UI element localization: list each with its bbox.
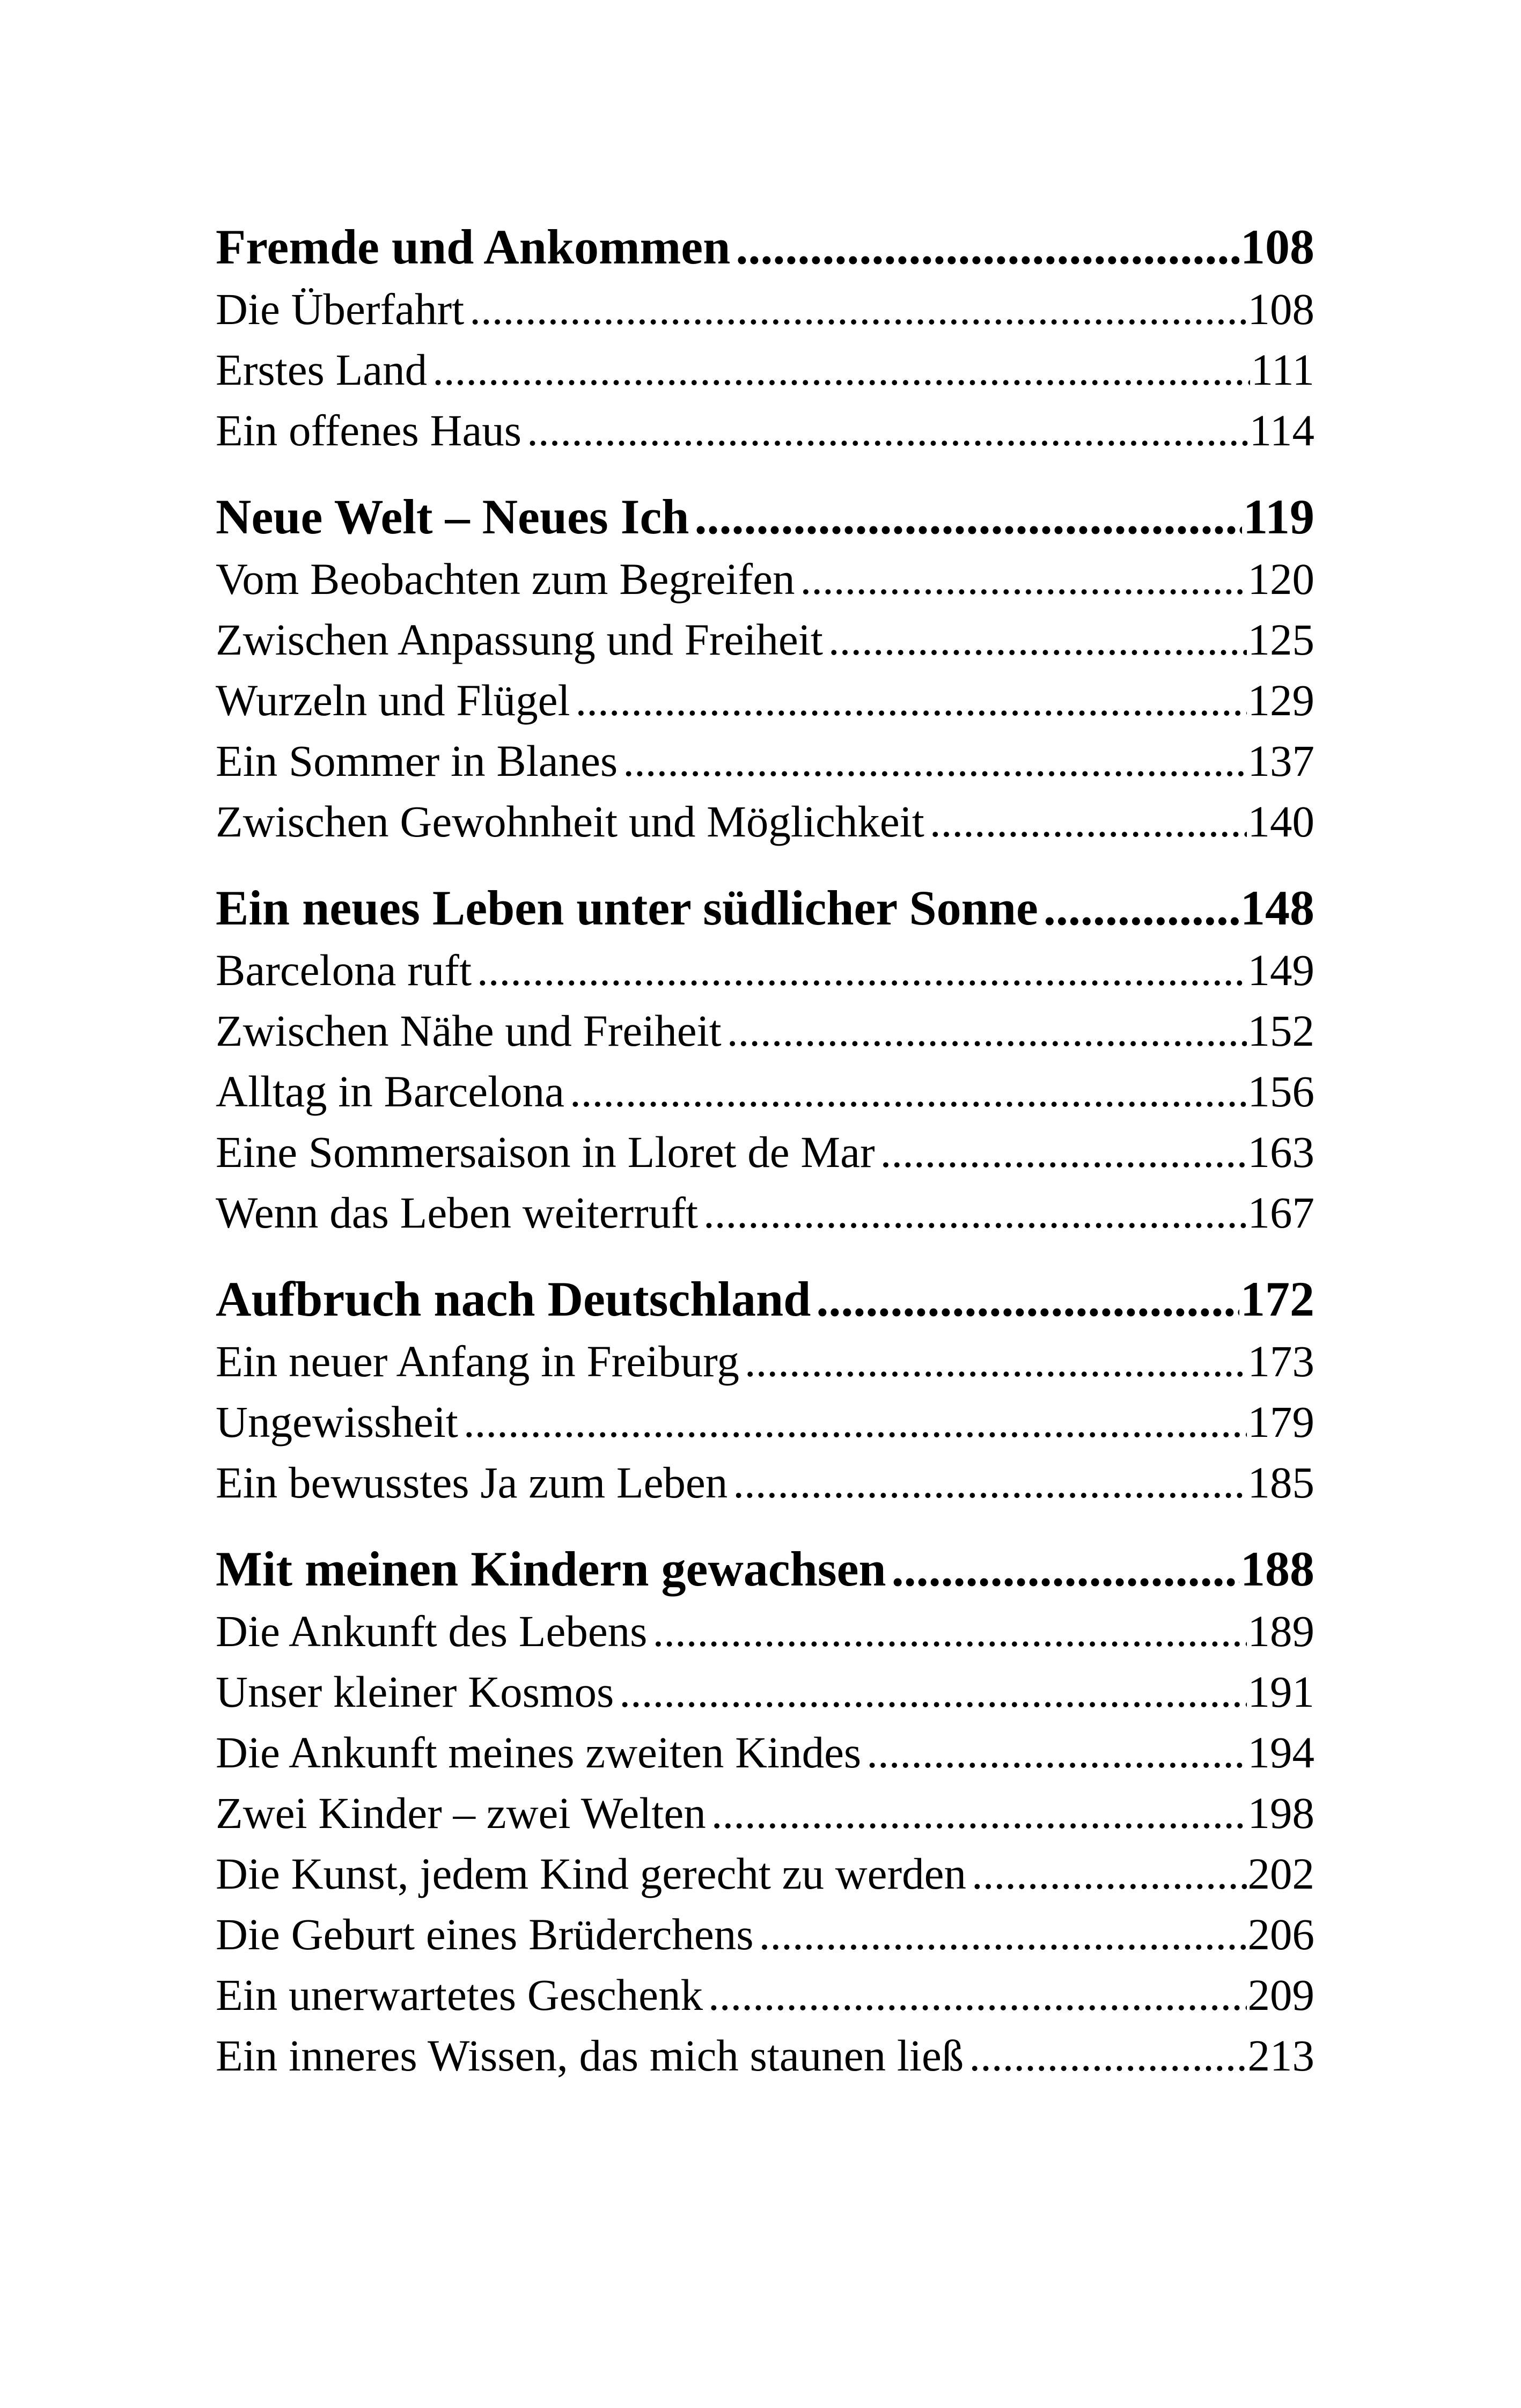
dot-leader	[930, 791, 1247, 852]
dot-leader	[759, 1904, 1247, 1965]
entry-title: Die Überfahrt	[216, 284, 465, 334]
entry-page-number: 120	[1247, 554, 1314, 604]
dot-leader	[432, 340, 1250, 400]
dot-leader	[969, 2025, 1246, 2086]
toc-entry	[216, 1783, 1314, 1844]
entry-page-number: 202	[1247, 1849, 1314, 1898]
chapter-heading	[216, 484, 1314, 549]
entry-page-number: 129	[1247, 676, 1314, 725]
entry-page-number: 191	[1247, 1667, 1314, 1716]
dot-leader	[694, 484, 1242, 549]
dot-leader	[880, 1122, 1247, 1183]
chapter-heading	[216, 215, 1314, 279]
entry-page-number: 185	[1247, 1458, 1314, 1507]
toc-entry	[216, 670, 1314, 731]
entry-page-number: 137	[1247, 736, 1314, 785]
entry-title: Eine Sommersaison in Lloret de Mar	[216, 1127, 875, 1177]
table-of-contents	[216, 215, 1314, 2110]
toc-entry	[216, 1662, 1314, 1722]
entry-page-number: 140	[1247, 797, 1314, 846]
toc-section	[216, 1267, 1314, 1513]
dot-leader	[892, 1537, 1239, 1601]
entry-page-number: 167	[1247, 1188, 1314, 1237]
entry-page-number: 111	[1251, 345, 1314, 394]
entry-page-number: 125	[1247, 615, 1314, 664]
entry-title: Ein inneres Wissen, das mich staunen ließ	[216, 2031, 964, 2080]
toc-entry	[216, 1965, 1314, 2025]
toc-entry	[216, 1392, 1314, 1452]
entry-title: Die Ankunft meines zweiten Kindes	[216, 1728, 862, 1777]
dot-leader	[745, 1331, 1247, 1392]
entry-title: Wenn das Leben weiterruft	[216, 1188, 699, 1237]
dot-leader	[733, 1452, 1246, 1513]
entry-page-number: 149	[1247, 945, 1314, 995]
dot-leader	[527, 400, 1248, 461]
entry-title: Die Ankunft des Lebens	[216, 1606, 648, 1656]
entry-title: Erstes Land	[216, 345, 428, 394]
entry-title: Ein offenes Haus	[216, 406, 522, 455]
toc-entry	[216, 791, 1314, 852]
entry-page-number: 156	[1247, 1067, 1314, 1116]
entry-title: Barcelona ruft	[216, 945, 472, 995]
dot-leader	[972, 1844, 1246, 1904]
entry-title: Ein Sommer in Blanes	[216, 736, 618, 785]
chapter-heading	[216, 876, 1314, 940]
entry-title: Zwischen Nähe und Freiheit	[216, 1006, 722, 1055]
toc-entry	[216, 1331, 1314, 1392]
chapter-title: Ein neues Leben unter südlicher Sonne	[216, 880, 1038, 935]
toc-entry	[216, 610, 1314, 670]
chapter-heading	[216, 1267, 1314, 1331]
chapter-page-number: 172	[1240, 1272, 1314, 1326]
entry-title: Die Kunst, jedem Kind gerecht zu werden	[216, 1849, 967, 1898]
entry-title: Ein bewusstes Ja zum Leben	[216, 1458, 728, 1507]
entry-page-number: 163	[1247, 1127, 1314, 1177]
entry-page-number: 179	[1247, 1397, 1314, 1447]
dot-leader	[711, 1783, 1247, 1844]
entry-title: Ein unerwartetes Geschenk	[216, 1970, 703, 2020]
toc-entry	[216, 1001, 1314, 1061]
dot-leader	[800, 549, 1246, 610]
dot-leader	[727, 1001, 1247, 1061]
entry-page-number: 209	[1247, 1970, 1314, 2020]
toc-entry	[216, 400, 1314, 461]
toc-entry	[216, 1904, 1314, 1965]
entry-title: Unser kleiner Kosmos	[216, 1667, 614, 1716]
dot-leader	[703, 1183, 1246, 1243]
entry-title: Die Geburt eines Brüderchens	[216, 1910, 754, 1959]
entry-title: Zwei Kinder – zwei Welten	[216, 1788, 706, 1838]
toc-entry	[216, 1844, 1314, 1904]
chapter-title: Fremde und Ankommen	[216, 219, 731, 274]
entry-page-number: 189	[1247, 1606, 1314, 1656]
toc-section	[216, 484, 1314, 852]
toc-entry	[216, 2025, 1314, 2086]
toc-entry	[216, 549, 1314, 610]
toc-entry	[216, 731, 1314, 791]
entry-page-number: 152	[1247, 1006, 1314, 1055]
chapter-title: Neue Welt – Neues Ich	[216, 489, 689, 544]
entry-page-number: 198	[1247, 1788, 1314, 1838]
chapter-page-number: 119	[1243, 489, 1314, 544]
entry-title: Ungewissheit	[216, 1397, 458, 1447]
chapter-title: Mit meinen Kindern gewachsen	[216, 1541, 886, 1596]
dot-leader	[464, 1392, 1247, 1452]
toc-section	[216, 1537, 1314, 2086]
entry-title: Zwischen Anpassung und Freiheit	[216, 615, 823, 664]
chapter-page-number: 188	[1240, 1541, 1314, 1596]
toc-section	[216, 215, 1314, 461]
entry-title: Wurzeln und Flügel	[216, 676, 570, 725]
toc-entry	[216, 1452, 1314, 1513]
toc-entry	[216, 279, 1314, 340]
dot-leader	[469, 279, 1246, 340]
dot-leader	[1044, 876, 1239, 940]
toc-entry	[216, 1722, 1314, 1783]
dot-leader	[570, 1061, 1247, 1122]
entry-title: Alltag in Barcelona	[216, 1067, 564, 1116]
entry-page-number: 213	[1247, 2031, 1314, 2080]
toc-entry	[216, 1183, 1314, 1243]
entry-title: Zwischen Gewohnheit und Möglichkeit	[216, 797, 924, 846]
dot-leader	[576, 670, 1247, 731]
toc-entry	[216, 1601, 1314, 1662]
dot-leader	[828, 610, 1247, 670]
entry-title: Vom Beobachten zum Begreifen	[216, 554, 795, 604]
dot-leader	[619, 1662, 1246, 1722]
toc-entry	[216, 340, 1314, 400]
dot-leader	[736, 215, 1239, 279]
entry-title: Ein neuer Anfang in Freiburg	[216, 1337, 739, 1386]
dot-leader	[477, 940, 1246, 1001]
chapter-page-number: 108	[1240, 219, 1314, 274]
toc-entry	[216, 1122, 1314, 1183]
dot-leader	[652, 1601, 1246, 1662]
chapter-title: Aufbruch nach Deutschland	[216, 1272, 811, 1326]
entry-page-number: 173	[1247, 1337, 1314, 1386]
dot-leader	[866, 1722, 1246, 1783]
toc-entry	[216, 1061, 1314, 1122]
toc-section	[216, 876, 1314, 1243]
entry-page-number: 194	[1247, 1728, 1314, 1777]
dot-leader	[816, 1267, 1239, 1331]
dot-leader	[623, 731, 1246, 791]
entry-page-number: 206	[1247, 1910, 1314, 1959]
dot-leader	[708, 1965, 1246, 2025]
chapter-heading	[216, 1537, 1314, 1601]
entry-page-number: 108	[1247, 284, 1314, 334]
entry-page-number: 114	[1249, 406, 1314, 455]
chapter-page-number: 148	[1240, 880, 1314, 935]
toc-entry	[216, 940, 1314, 1001]
